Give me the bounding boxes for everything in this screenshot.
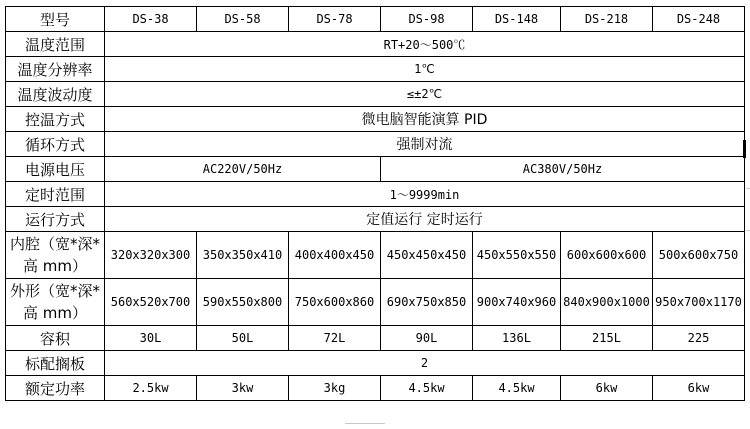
circulation-value: 强制对流 (105, 132, 745, 157)
row-label-model: 型号 (6, 7, 105, 32)
model-cell: DS-218 (561, 7, 653, 32)
power-supply-380v: AC380V/50Hz (381, 157, 745, 182)
model-cell: DS-58 (197, 7, 289, 32)
outer-size-cell: 590x550x800 (197, 279, 289, 326)
volume-cell: 72L (289, 326, 381, 351)
outer-size-cell: 900x740x960 (473, 279, 561, 326)
model-cell: DS-38 (105, 7, 197, 32)
run-mode-value: 定值运行 定时运行 (105, 207, 745, 232)
table-row-circulation (6, 132, 745, 157)
table-row-timer-range (6, 182, 745, 207)
table-row-outer-size (6, 279, 745, 326)
volume-cell: 136L (473, 326, 561, 351)
temp-fluctuation-value: ≤±2℃ (105, 82, 745, 107)
row-label-power-supply: 电源电压 (6, 157, 105, 182)
edge-tick (746, 188, 750, 189)
row-label-temp-range: 温度范围 (6, 32, 105, 57)
model-cell: DS-148 (473, 7, 561, 32)
outer-size-cell: 750x600x860 (289, 279, 381, 326)
table-row-shelves (6, 351, 745, 376)
row-label-outer-size: 外形（宽*深*高 mm） (6, 279, 105, 326)
bottom-stub (345, 423, 385, 429)
volume-cell: 90L (381, 326, 473, 351)
volume-cell: 30L (105, 326, 197, 351)
row-label-temp-fluctuation: 温度波动度 (6, 82, 105, 107)
volume-cell: 50L (197, 326, 289, 351)
volume-cell: 215L (561, 326, 653, 351)
row-label-volume: 容积 (6, 326, 105, 351)
table-row-volume (6, 326, 745, 351)
inner-size-cell: 350x350x410 (197, 232, 289, 279)
rated-power-cell: 6kw (561, 376, 653, 401)
inner-size-cell: 450x450x450 (381, 232, 473, 279)
rated-power-cell: 4.5kw (381, 376, 473, 401)
volume-cell: 225 (653, 326, 745, 351)
row-label-rated-power: 额定功率 (6, 376, 105, 401)
table-row-temp-resolution (6, 57, 745, 82)
outer-size-cell: 690x750x850 (381, 279, 473, 326)
row-label-inner-size: 内腔（宽*深*高 mm） (6, 232, 105, 279)
inner-size-cell: 500x600x750 (653, 232, 745, 279)
table-row-rated-power (6, 376, 745, 401)
outer-size-cell: 560x520x700 (105, 279, 197, 326)
row-label-temp-control: 控温方式 (6, 107, 105, 132)
spec-table (5, 6, 745, 401)
temp-control-value: 微电脑智能演算 PID (105, 107, 745, 132)
timer-range-value: 1～9999min (105, 182, 745, 207)
row-label-circulation: 循环方式 (6, 132, 105, 157)
model-cell: DS-248 (653, 7, 745, 32)
table-row-run-mode (6, 207, 745, 232)
rated-power-cell: 3kw (197, 376, 289, 401)
table-edge-marker (743, 140, 746, 158)
table-row-temp-control (6, 107, 745, 132)
shelves-value: 2 (105, 351, 745, 376)
row-label-shelves: 标配搁板 (6, 351, 105, 376)
rated-power-cell: 3kg (289, 376, 381, 401)
row-label-temp-resolution: 温度分辨率 (6, 57, 105, 82)
row-label-run-mode: 运行方式 (6, 207, 105, 232)
inner-size-cell: 400x400x450 (289, 232, 381, 279)
model-cell: DS-78 (289, 7, 381, 32)
inner-size-cell: 450x550x550 (473, 232, 561, 279)
rated-power-cell: 4.5kw (473, 376, 561, 401)
edge-tick (746, 230, 750, 231)
table-row-temp-range (6, 32, 745, 57)
inner-size-cell: 600x600x600 (561, 232, 653, 279)
rated-power-cell: 2.5kw (105, 376, 197, 401)
model-cell: DS-98 (381, 7, 473, 32)
row-label-timer-range: 定时范围 (6, 182, 105, 207)
temp-resolution-value: 1℃ (105, 57, 745, 82)
outer-size-cell: 840x900x1000 (561, 279, 653, 326)
table-row-temp-fluctuation (6, 82, 745, 107)
inner-size-cell: 320x320x300 (105, 232, 197, 279)
power-supply-220v: AC220V/50Hz (105, 157, 381, 182)
temp-range-value: RT+20～500℃ (105, 32, 745, 57)
table-row-inner-size (6, 232, 745, 279)
outer-size-cell: 950x700x1170 (653, 279, 745, 326)
table-row-power-supply (6, 157, 745, 182)
table-row-model (6, 7, 745, 32)
rated-power-cell: 6kw (653, 376, 745, 401)
